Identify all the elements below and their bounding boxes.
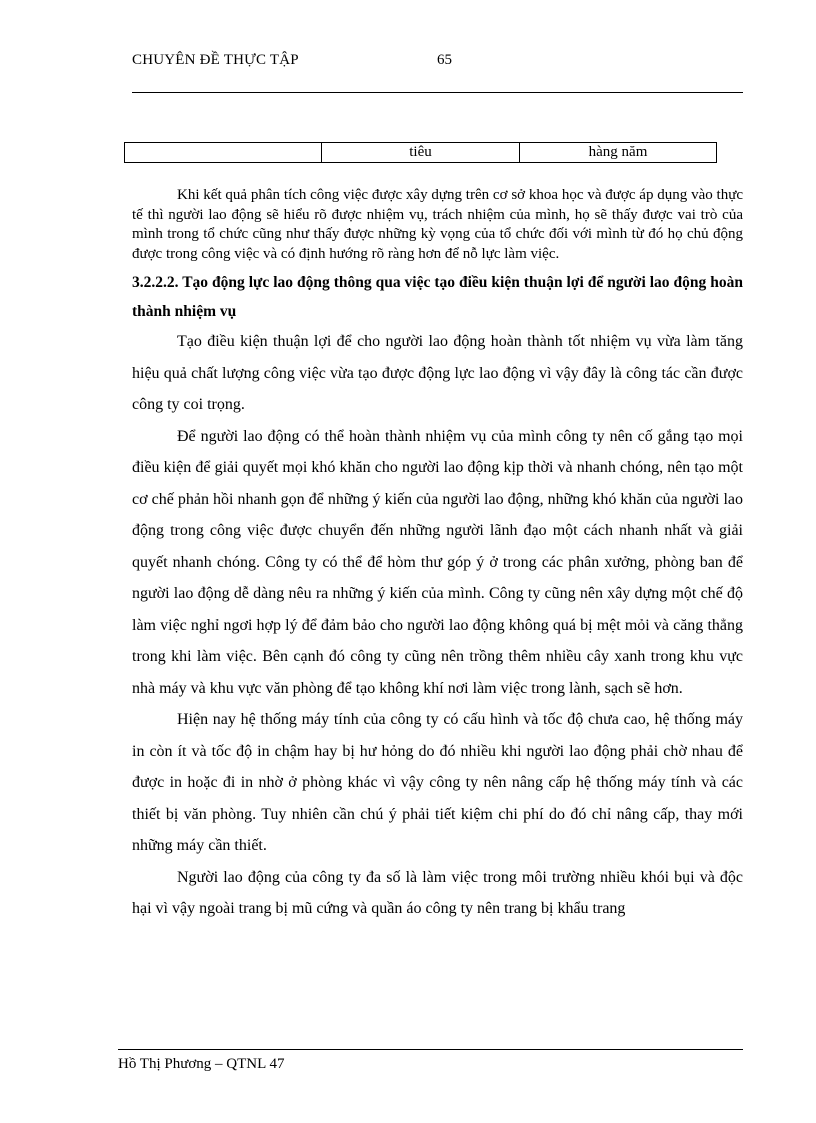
header-divider <box>132 92 743 93</box>
document-body <box>132 186 743 925</box>
paragraph: Tạo điều kiện thuận lợi để cho người lao động hoàn thành tốt nhiệm vụ vừa làm tăng hiệu quả chất lượng công việc vừa tạo được động lực lao động vì vậy đây là công tác cần được công ty coi trọng. <box>132 333 743 413</box>
table-cell: hàng năm <box>520 143 717 163</box>
paragraph: Hiện nay hệ thống máy tính của công ty có cấu hình và tốc độ chưa cao, hệ thống máy in còn ít và tốc độ in chậm hay bị hư hỏng do đó nhiều khi người lao động phải chờ nhau để được in hoặc đi in nhờ ở phòng khác vì vậy công ty nên nâng cấp hệ thống máy tính và các thiết bị văn phòng. Tuy nhiên cần chú ý phải tiết kiệm chi phí do đó chỉ nâng cấp, thay mới những máy cần thiết. <box>132 711 743 854</box>
table-cell: tiêu <box>322 143 520 163</box>
footer-divider <box>118 1049 743 1050</box>
page-number: 65 <box>437 52 452 68</box>
table-fragment <box>124 142 717 163</box>
table-cell <box>125 143 322 163</box>
table-row <box>125 143 717 163</box>
page-header <box>132 52 743 72</box>
paragraph: Khi kết quả phân tích công việc được xây dựng trên cơ sở khoa học và được áp dụng vào thực tế thì người lao động sẽ hiểu rõ được nhiệm vụ, trách nhiệm của mình, họ sẽ thấy được vai trò của mình trong tổ chức cũng như thấy được những kỳ vọng của tổ chức đối với mình từ đó họ chủ động được trong công việc và có định hướng rõ ràng hơn để nỗ lực làm việc. <box>132 187 743 262</box>
document-title: CHUYÊN ĐỀ THỰC TẬP <box>132 52 299 68</box>
page-footer: Hồ Thị Phương – QTNL 47 <box>118 1056 285 1072</box>
section-heading: 3.2.2.2. Tạo động lực lao động thông qua việc tạo điều kiện thuận lợi để người lao động hoàn thành nhiệm vụ <box>132 274 743 320</box>
paragraph: Để người lao động có thể hoàn thành nhiệm vụ của mình công ty nên cố gắng tạo mọi điều kiện để giải quyết mọi khó khăn cho người lao động kịp thời và nhanh chóng, nên tạo một cơ chế phản hồi nhanh gọn để những ý kiến của người lao động, những khó khăn của người lao động trong công việc được chuyển đến những người lãnh đạo một cách nhanh nhất và giải quyết nhanh chóng. Công ty có thể để hòm thư góp ý ở trong các phân xưởng, phòng ban để người lao động dễ dàng nêu ra những ý kiến của mình. Công ty cũng nên xây dựng một chế độ làm việc nghỉ ngơi hợp lý để đảm bảo cho người lao động không quá bị mệt mỏi và căng thẳng trong khi làm việc. Bên cạnh đó công ty cũng nên trồng thêm nhiều cây xanh trong khu vực nhà máy và khu vực văn phòng để tạo không khí nơi làm việc trong lành, sạch sẽ hơn. <box>132 427 743 697</box>
paragraph: Người lao động của công ty đa số là làm việc trong môi trường nhiều khói bụi và độc hại vì vậy ngoài trang bị mũ cứng và quần áo công ty nên trang bị khẩu trang <box>132 868 743 917</box>
